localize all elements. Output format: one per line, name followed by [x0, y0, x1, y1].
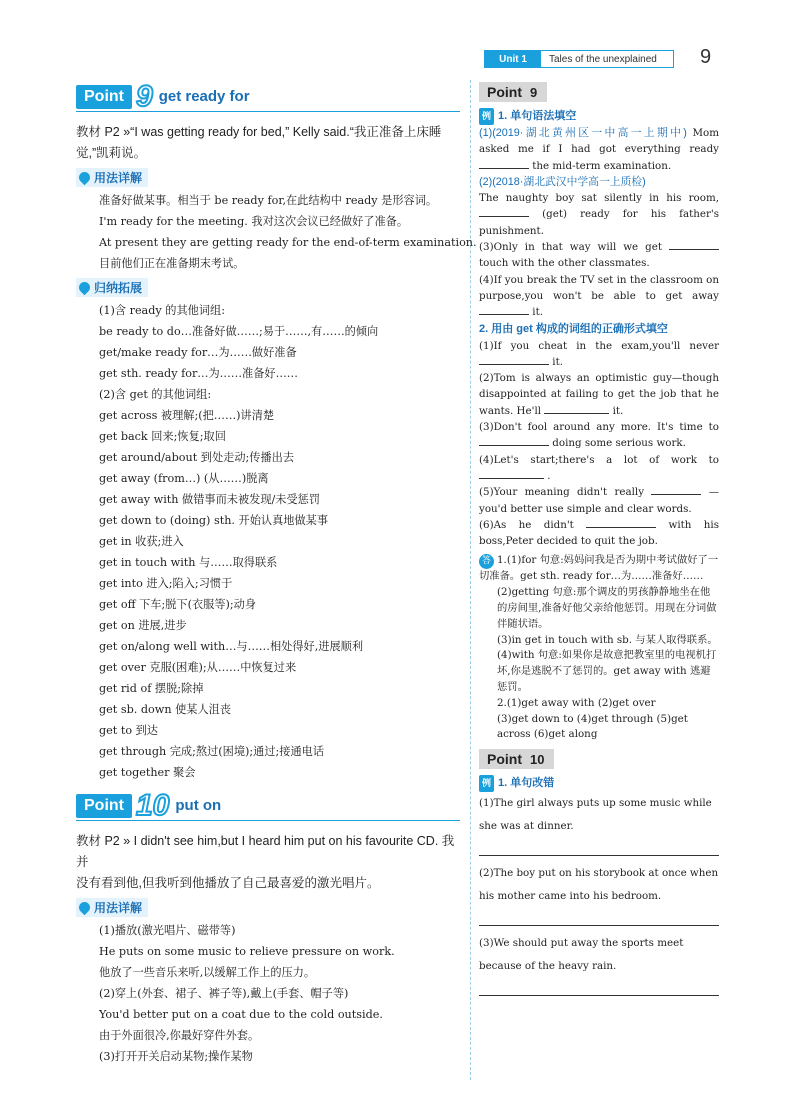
ext-line: get on/along well with…与……相处得好,进展顺利: [99, 640, 364, 653]
ext-line: be ready to do…准备好做……;易于……,有……的倾向: [99, 325, 379, 338]
answer-key: [479, 553, 719, 743]
ext-line: get together 聚会: [99, 766, 196, 779]
answer-blank[interactable]: [544, 404, 609, 414]
point-tag: Point: [76, 85, 132, 109]
ext-line: get back 回来;恢复;取回: [99, 430, 226, 443]
right-column: [479, 82, 719, 1002]
source-sentence: 教材 P2 » I didn't see him,but I heard him put on his favourite CD. 我并: [76, 834, 455, 869]
ext-line: get on 进展,进步: [99, 619, 187, 632]
usage-line: (1)播放(激光唱片、磁带等): [99, 924, 236, 937]
ext-line: (2)含 get 的其他词组:: [99, 388, 212, 401]
extension-header: 归纳拓展: [76, 278, 148, 297]
exercise-s1: (1)If you cheat in the exam,you'll never it.: [479, 339, 719, 368]
ext-line: get away with 做错事而未被发现/未受惩罚: [99, 493, 321, 506]
answer-blank[interactable]: [669, 240, 719, 250]
answer-blank[interactable]: [479, 159, 529, 169]
answer-line: (3)get down to (4)get through (5)get across (6)get along: [497, 712, 688, 741]
usage-line: 由于外面很冷,你最好穿件外套。: [99, 1029, 260, 1042]
answer-line-blank[interactable]: [479, 838, 719, 856]
exercise-q1: (1)(2019·湖北黄州区一中高一上期中) Mom asked me if I had got everything ready the mid-term examination.: [479, 127, 719, 172]
exercise-point9-tag: Point 9: [479, 82, 547, 102]
pin-icon: [77, 280, 93, 296]
usage-header: 用法详解: [76, 168, 148, 187]
ext-line: get off 下车;脱下(衣服等);动身: [99, 598, 257, 611]
ext-line: get sth. ready for…为……准备好……: [99, 367, 298, 380]
answer-line: (3)in get in touch with sb. 与某人取得联系。 (4)with 句意:如果你是故意把教室里的电视机打坏,你是逃脱不了惩罚的。get away with 逃避惩罚。: [497, 633, 718, 693]
answer-blank[interactable]: [651, 485, 701, 495]
ext-line: get in touch with 与……取得联系: [99, 556, 278, 569]
usage-line: (3)打开开关启动某物;操作某物: [99, 1050, 253, 1063]
exercise-section-1: 例 1. 单句语法填空: [479, 108, 719, 125]
answer-line: 1.(1)for 句意:妈妈问我是否为期中考试做好了一切准备。get sth. ready for…为……准备好……: [479, 554, 719, 583]
pin-icon: [77, 170, 93, 186]
correction-q1: (1)The girl always puts up some music while she was at dinner.: [479, 797, 712, 833]
exercise-s6: (6)As he didn't with his boss,Peter decided to quit the job.: [479, 518, 719, 548]
exercise-q4: (4)If you break the TV set in the classroom on purpose,you won't be able to get away it.: [479, 273, 719, 319]
point-tag: Point: [76, 794, 132, 818]
source-sentence-cont: 觉,”凯莉说。: [76, 146, 147, 160]
answer-badge: 答: [479, 554, 494, 569]
ext-line: get into 进入;陷入;习惯于: [99, 577, 233, 590]
answer-line: (2)getting 句意:那个调皮的男孩静静地坐在他的房间里,准备好他父亲给他惩罚。用现在分词做伴随状语。: [497, 586, 717, 630]
exercise-q2: (2)(2018·湖北武汉中学高一上质检) The naughty boy sat silently in his room, (get) ready for his father's punishment.: [479, 175, 719, 237]
answer-blank[interactable]: [479, 355, 549, 365]
extension-list: [76, 300, 460, 783]
column-divider: [470, 80, 471, 1080]
usage-list: [76, 190, 477, 274]
answer-blank[interactable]: [479, 305, 529, 315]
exercise-s4: (4)Let's start;there's a lot of work to .: [479, 453, 719, 482]
usage-header: 用法详解: [76, 898, 148, 917]
answer-blank[interactable]: [479, 207, 529, 217]
answer-blank[interactable]: [479, 469, 544, 479]
point10-banner: [76, 788, 460, 822]
ext-line: get around/about 到处走动;传播出去: [99, 451, 295, 464]
source-sentence-cont: 没有看到他,但我听到他播放了自己最喜爱的激光唱片。: [76, 876, 380, 890]
ext-line: get to 到达: [99, 724, 158, 737]
ext-line: get over 克服(困难);从……中恢复过来: [99, 661, 297, 674]
left-column: [76, 79, 477, 1067]
usage-line: I'm ready for the meeting. 我对这次会议已经做好了准备。: [99, 215, 409, 228]
example-badge: 例: [479, 775, 494, 792]
usage-line: 目前他们正在准备期末考试。: [99, 257, 245, 270]
exercise-point10-tag: Point 10: [479, 749, 554, 769]
unit-header: [484, 50, 674, 68]
exercise-section-2: 2. 用由 get 构成的词组的正确形式填空: [479, 322, 668, 335]
ext-line: get down to (doing) sth. 开始认真地做某事: [99, 514, 329, 527]
answer-line-blank[interactable]: [479, 908, 719, 926]
usage-line: 准备好做某事。相当于 be ready for,在此结构中 ready 是形容词。: [99, 194, 438, 207]
usage-line: 他放了一些音乐来听,以缓解工作上的压力。: [99, 966, 316, 979]
usage-line: At present they are getting ready for the end-of-term examination.: [99, 236, 477, 249]
usage-line: He puts on some music to relieve pressure on work.: [99, 945, 395, 958]
point-number: 9: [136, 79, 153, 113]
usage-line: (2)穿上(外套、裙子、裤子等),戴上(手套、帽子等): [99, 987, 349, 1000]
source-sentence: 教材 P2 »“I was getting ready for bed,” Kelly said.“我正准备上床睡: [76, 125, 442, 139]
ext-line: get in 收获;进入: [99, 535, 184, 548]
point-title: get ready for: [158, 88, 250, 105]
ext-line: get rid of 摆脱;除掉: [99, 682, 204, 695]
correction-q2: (2)The boy put on his storybook at once when his mother came into his bedroom.: [479, 867, 719, 903]
example-badge: 例: [479, 108, 494, 125]
answer-line: 2.(1)get away with (2)get over: [497, 696, 656, 709]
ext-line: get through 完成;熬过(困境);通过;接通电话: [99, 745, 325, 758]
ext-line: get sb. down 使某人沮丧: [99, 703, 232, 716]
ext-line: get/make ready for…为……做好准备: [99, 346, 297, 359]
answer-line-blank[interactable]: [479, 978, 719, 996]
exercise-s2: (2)Tom is always an optimistic guy—though disappointed at failing to get the job that he wants. He'll it.: [479, 372, 719, 417]
ext-line: get across 被理解;(把……)讲清楚: [99, 409, 275, 422]
point9-banner: [76, 79, 460, 113]
pin-icon: [77, 900, 93, 916]
point-number: 10: [136, 788, 170, 822]
usage-list: [76, 920, 460, 1067]
ext-line: (1)含 ready 的其他词组:: [99, 304, 225, 317]
point-title: put on: [175, 797, 222, 814]
unit-label: Unit 1: [485, 51, 541, 67]
usage-line: You'd better put on a coat due to the cold outside.: [99, 1008, 383, 1021]
correction-q3: (3)We should put away the sports meet because of the heavy rain.: [479, 937, 684, 973]
unit-title: Tales of the unexplained: [549, 53, 657, 65]
answer-blank[interactable]: [586, 518, 656, 528]
page-number: 9: [700, 46, 712, 68]
exercise-section-1: 例 1. 单句改错: [479, 775, 719, 792]
ext-line: get away (from…) (从……)脱离: [99, 472, 269, 485]
exercise-q3: (3)Only in that way will we get touch with the other classmates.: [479, 239, 719, 272]
exercise-s3: (3)Don't fool around any more. It's time to doing some serious work.: [479, 421, 719, 450]
answer-blank[interactable]: [479, 436, 549, 446]
exercise-s5: (5)Your meaning didn't really —you'd better use simple and clear words.: [479, 486, 720, 515]
